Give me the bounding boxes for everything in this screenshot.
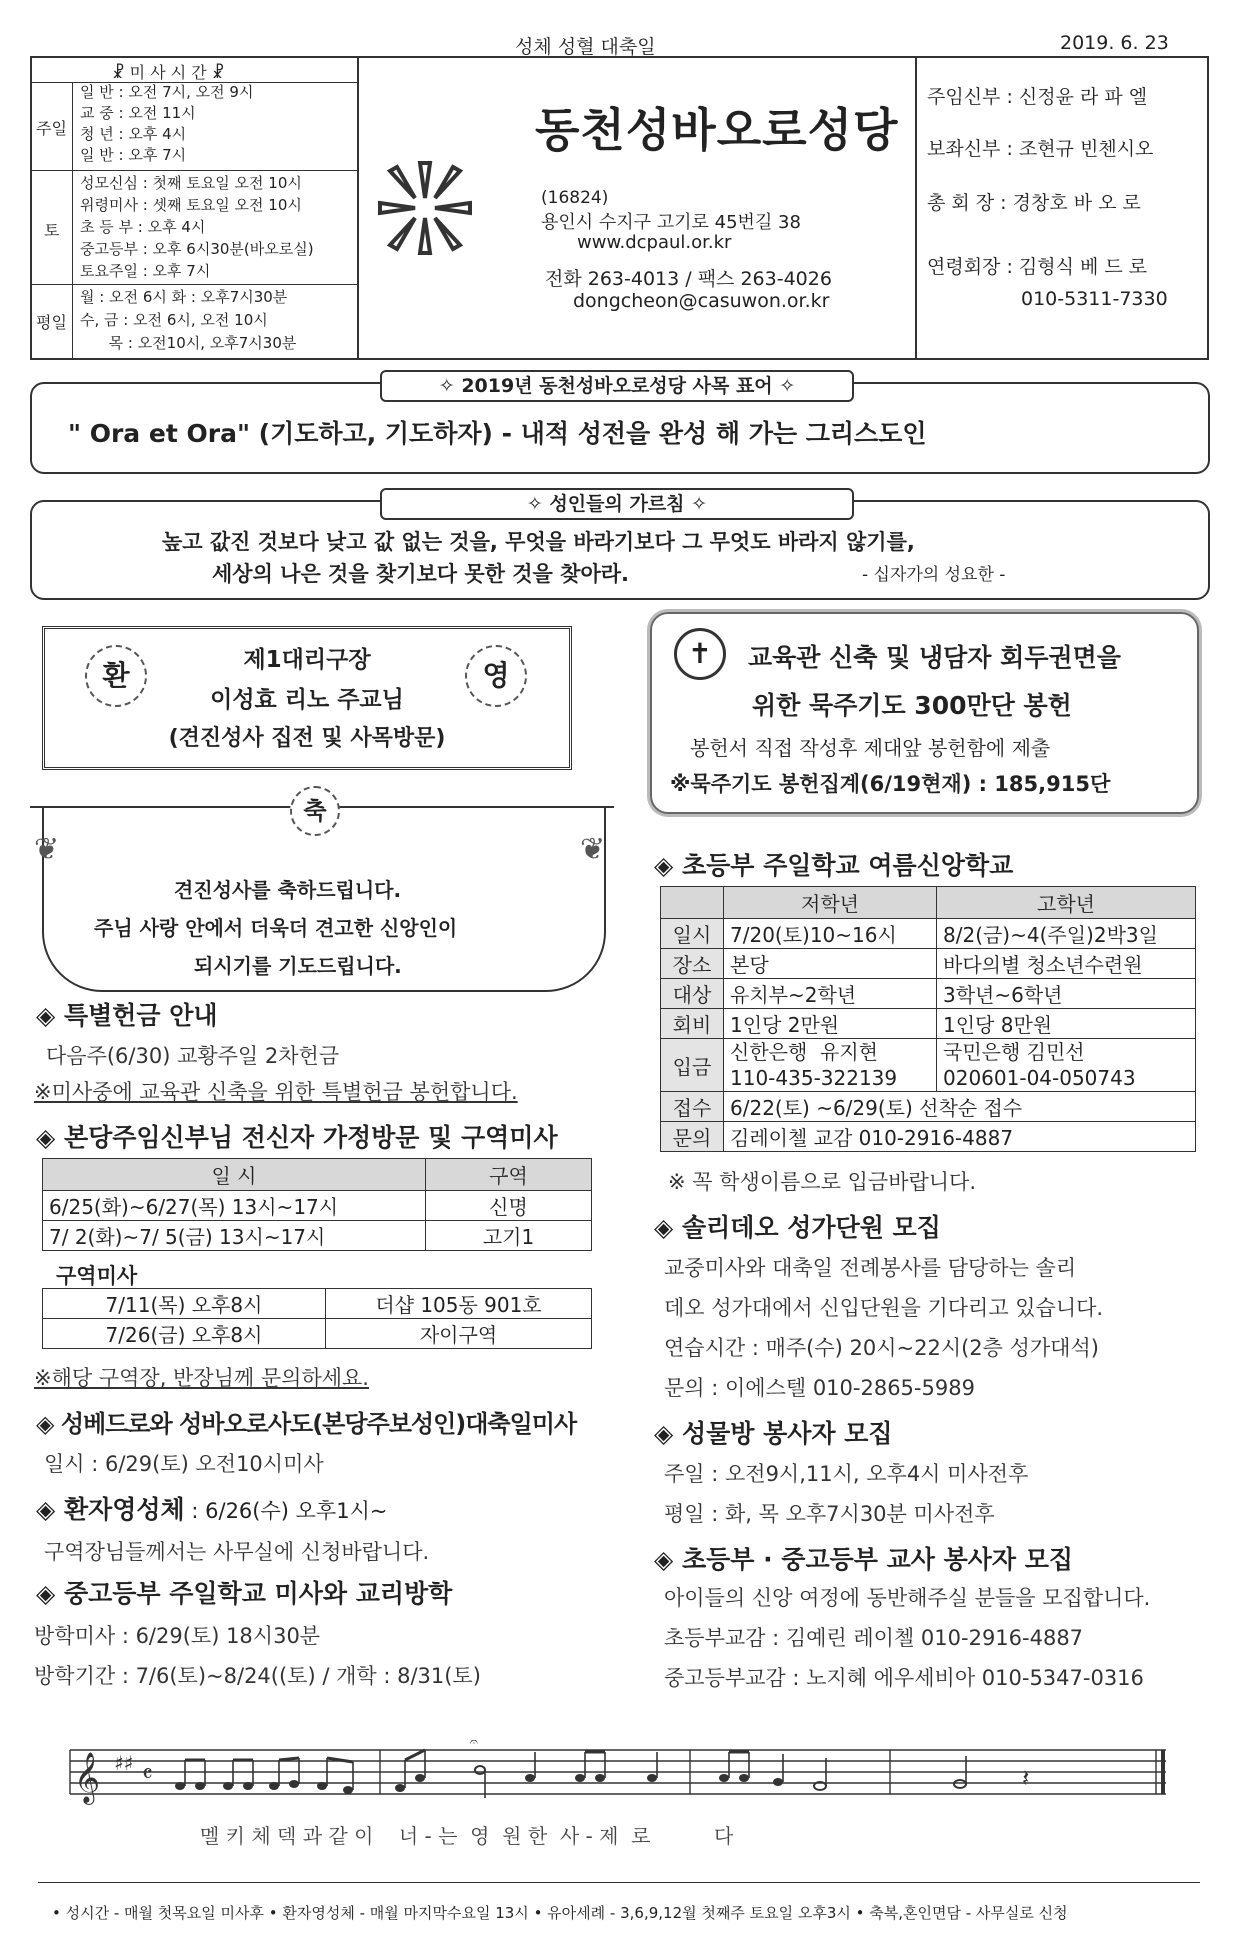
footer-notice: • 성시간 - 매월 첫목요일 미사후 • 환자영성체 - 매월 마지막수요일 13시 • 유아세례 - 3,6,9,12월 첫째주 토요일 오후3시 • 축복,혼인면담 - 사무실로 신청: [52, 1904, 1068, 1922]
saints-quote-line1: 높고 값진 것보다 낮고 값 없는 것을, 무엇을 바라기보다 그 무엇도 바라지 않기를,: [162, 530, 915, 554]
teachers-heading: ◈ 초등부 · 중고등부 교사 봉사자 모집: [654, 1540, 1073, 1576]
visit-col-date: 일 시: [43, 1159, 426, 1191]
postal-code: (16824): [541, 188, 609, 208]
sunday-mass-list: 일 반 : 오전 7시, 오전 9시 교 중 : 오전 11시 청 년 : 오후 4시 일 반 : 오후 7시: [80, 83, 254, 164]
motto-label: ✧ 2019년 동천성바오로성당 사목 표어 ✧: [380, 370, 854, 402]
rosary-line4: ※묵주기도 봉헌집계(6/19현재) : 185,915단: [670, 772, 1111, 796]
camp-heading: ◈ 초등부 주일학교 여름신앙학교: [654, 846, 1013, 882]
parish-info-box: [355, 56, 915, 360]
day-label-weekday: 평일: [36, 313, 67, 332]
hymn-lyrics: 멜 키 체 덱 과 같 이 너 - 는 영 원 한 사 - 제 로 다: [200, 1824, 734, 1848]
table-row: 7/ 2(화)~7/ 5(금) 13시~17시 고기1: [43, 1221, 592, 1251]
staff-phone: 010-5311-7330: [1021, 288, 1168, 310]
staff-box: [915, 56, 1209, 360]
mass-schedule-box: [30, 56, 359, 360]
saints-quote-source: - 십자가의 성요한 -: [862, 565, 1006, 585]
funeral-association-head: 연령회장 : 김형식 베 드 로: [927, 256, 1148, 278]
liturgical-day: 성체 성혈 대축일: [515, 36, 656, 58]
youth-line1: 방학미사 : 6/29(토) 18시30분: [34, 1624, 321, 1648]
table-row: 접수 6/22(토) ~6/29(토) 선착순 접수: [661, 1092, 1196, 1122]
ribbon-bow-left-icon: ❦: [34, 832, 60, 867]
saints-quote-line2: 세상의 나은 것을 찾기보다 못한 것을 찾아라.: [212, 562, 629, 586]
rosary-box: [650, 612, 1199, 814]
teachers-line2: 초등부교감 : 김예린 레이첼 010-2916-4887: [664, 1626, 1084, 1650]
feast-line: 일시 : 6/29(토) 오전10시미사: [44, 1452, 324, 1476]
choir-line1: 교중미사와 대축일 전례봉사를 담당하는 솔리: [664, 1256, 1077, 1280]
weekday-mass-list: 월 : 오전 6시 화 : 오후7시30분 수, 금 : 오전 6시, 오전 10시 목 : 오전10시, 오후7시30분: [80, 288, 297, 352]
day-label-sunday: 주일: [36, 119, 67, 138]
sacristy-line2: 평일 : 화, 목 오후7시30분 미사전후: [664, 1502, 995, 1526]
saints-label: ✧ 성인들의 가르침 ✧: [380, 488, 854, 520]
choir-line2: 데오 성가대에서 신입단원을 기다리고 있습니다.: [664, 1296, 1104, 1320]
welcome-seal-left: 환: [85, 645, 147, 707]
welcome-seal-right: 영: [465, 645, 527, 707]
welcome-line3: (견진성사 집전 및 사목방문): [168, 726, 446, 751]
welcome-line1: 제1대리구장: [243, 647, 371, 673]
rosary-line2: 위한 묵주기도 300만단 봉헌: [752, 691, 1072, 720]
saturday-mass-list: 성모신심 : 첫째 토요일 오전 10시 위령미사 : 셋째 토요일 오전 10시 초 등 부 : 오후 4시 중고등부 : 오후 6시30분(바오로실) 토요주일 : 오후 7시: [80, 174, 314, 280]
bulletin-date: 2019. 6. 23: [1060, 32, 1169, 54]
choir-heading: ◈ 솔리데오 성가단원 모집: [654, 1208, 941, 1244]
table-row: 7/11(목) 오후8시 더샵 105동 901호: [43, 1289, 592, 1319]
teachers-line1: 아이들의 신앙 여정에 동반해주실 분들을 모집합니다.: [664, 1586, 1151, 1610]
special-offering-line1: 다음주(6/30) 교황주일 2차헌금: [46, 1044, 340, 1068]
sick-communion-heading: ◈ 환자영성체 : 6/26(수) 오후1시~: [36, 1490, 387, 1526]
table-row: 일시 7/20(토)10~16시 8/2(금)~4(주일)2박3일: [661, 919, 1196, 949]
choir-line4: 문의 : 이에스텔 010-2865-5989: [664, 1376, 975, 1400]
day-label-saturday: 토: [44, 221, 60, 240]
welcome-line2: 이성효 리노 주교님: [210, 687, 404, 713]
congrats-line1: 견진성사를 축하드립니다.: [174, 878, 402, 902]
visit-heading: ◈ 본당주임신부님 전신자 가정방문 및 구역미사: [36, 1118, 558, 1154]
table-row: 문의 김레이첼 교감 010-2916-4887: [661, 1122, 1196, 1152]
mass-schedule-title: ☧ 미 사 시 간 ☧: [112, 63, 225, 82]
svg-text:𝄐: 𝄐: [470, 1740, 478, 1750]
table-row: 회비 1인당 2만원 1인당 8만원: [661, 1009, 1196, 1039]
sacristy-heading: ◈ 성물방 봉사자 모집: [654, 1414, 893, 1450]
visit-table: [42, 1158, 592, 1251]
pastor: 주임신부 : 신정윤 라 파 엘: [927, 86, 1148, 108]
parish-phone-fax: 전화 263-4013 / 팩스 263-4026: [545, 268, 832, 290]
table-row: 대상 유치부~2학년 3학년~6학년: [661, 979, 1196, 1009]
youth-line2: 방학기간 : 7/6(토)~8/24((토) / 개학 : 8/31(토): [34, 1664, 481, 1688]
svg-text:𝄴: 𝄴: [142, 1760, 153, 1788]
welcome-box: [42, 626, 572, 770]
sacristy-line1: 주일 : 오전9시,11시, 오후4시 미사전후: [664, 1462, 1029, 1486]
table-row: 입금 신한은행 유지현 110-435-322139 국민은행 김민선 020601-04-050743: [661, 1039, 1196, 1092]
music-staff: [60, 1740, 1166, 1806]
rosary-line3: 봉헌서 직접 작성후 제대앞 봉헌함에 제출: [690, 736, 1051, 760]
district-mass-label: 구역미사: [56, 1264, 138, 1288]
congrats-line3: 되시기를 기도드립니다.: [194, 954, 402, 978]
camp-table: [660, 886, 1196, 1152]
visit-note: ※해당 구역장, 반장님께 문의하세요.: [34, 1366, 369, 1390]
camp-note: ※ 꼭 학생이름으로 입금바랍니다.: [668, 1170, 977, 1194]
teachers-line3: 중고등부교감 : 노지혜 에우세비아 010-5347-0316: [664, 1666, 1144, 1690]
parish-address: 용인시 수지구 고기로 45번길 38: [541, 212, 801, 233]
parish-name: 동천성바오로성당: [535, 103, 899, 157]
special-offering-heading: ◈ 특별헌금 안내: [36, 996, 218, 1032]
svg-text:𝄽: 𝄽: [1022, 1764, 1030, 1792]
congrats-seal: 축: [290, 786, 340, 836]
special-offering-line2: ※미사중에 교육관 신축을 위한 특별헌금 봉헌합니다.: [34, 1080, 518, 1104]
camp-col-upper: 고학년: [937, 887, 1196, 919]
rosary-line1: 교육관 신축 및 냉담자 회두권면을: [748, 643, 1121, 672]
parish-email[interactable]: dongcheon@casuwon.or.kr: [573, 290, 830, 312]
church-logo-icon: [375, 153, 475, 263]
footer-divider: [38, 1882, 1200, 1883]
visit-col-area: 구역: [426, 1159, 592, 1191]
congrats-line2: 주님 사랑 안에서 더욱더 견고한 신앙인이: [94, 916, 458, 940]
svg-text:𝄞: 𝄞: [74, 1752, 101, 1803]
table-row: 6/25(화)~6/27(목) 13시~17시 신명: [43, 1191, 592, 1221]
youth-heading: ◈ 중고등부 주일학교 미사와 교리방학: [36, 1574, 452, 1610]
catholic-cross-icon: ✝: [674, 628, 726, 680]
table-row: 장소 본당 바다의별 청소년수련원: [661, 949, 1196, 979]
feast-heading: ◈ 성베드로와 성바오로사도(본당주보성인)대축일미사: [36, 1404, 576, 1439]
ribbon-bow-right-icon: ❦: [580, 832, 606, 867]
assistant-priest: 보좌신부 : 조현규 빈첸시오: [927, 138, 1154, 160]
table-row: 7/26(금) 오후8시 자이구역: [43, 1319, 592, 1349]
council-president: 총 회 장 : 경창호 바 오 로: [927, 192, 1141, 214]
parish-website[interactable]: www.dcpaul.or.kr: [577, 232, 732, 253]
sick-communion-line: 구역장님들께서는 사무실에 신청바랍니다.: [44, 1540, 430, 1564]
motto-text: " Ora et Ora" (기도하고, 기도하자) - 내적 성전을 완성 해 가는 그리스도인: [68, 419, 927, 448]
svg-text:♯♯: ♯♯: [114, 1751, 134, 1775]
camp-col-lower: 저학년: [724, 887, 937, 919]
district-mass-table: [42, 1288, 592, 1349]
choir-line3: 연습시간 : 매주(수) 20시~22시(2층 성가대석): [664, 1336, 1099, 1360]
